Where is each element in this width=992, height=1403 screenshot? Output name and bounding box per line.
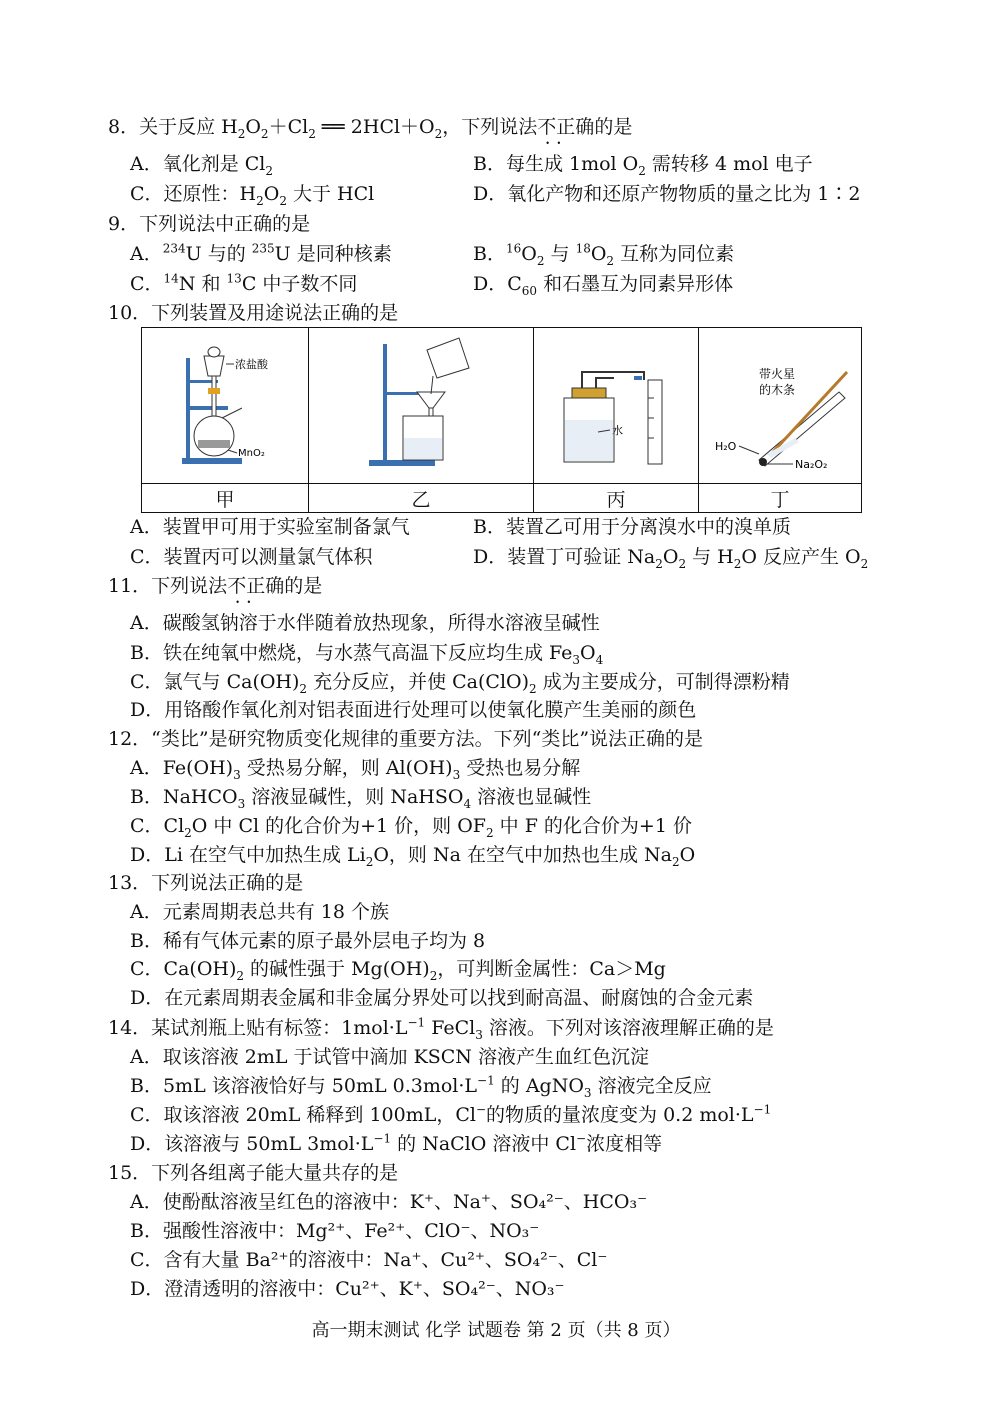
label-h2o: H₂O <box>715 440 737 453</box>
q10-option-d: D．装置丁可验证 $Na_2O_2$ 与 $H_2O$ 反应产生 $O_2$ <box>473 546 869 571</box>
label-mno2: MnO₂ <box>238 448 265 459</box>
chlorine-generator-figure <box>142 328 308 478</box>
q8-stem: 8．关于反应 $H_2O_2+Cl_2$ ══ $2HCl+O_2$，下列说法不正确 • •的是 <box>108 116 632 138</box>
q11-option-d: D．用铬酸作氧化剂对铝表面进行处理可以使氧化膜产生美丽的颜色 <box>130 699 697 721</box>
q11-option-a: A．碳酸氢钠溶于水伴随着放热现象，所得水溶液呈碱性 <box>130 612 600 634</box>
q14-stem: 14．某试剂瓶上贴有标签：$1mol\cdot L^{-1}$ FeCl$_3$ 溶液。下列对该溶液理解正确的是 <box>108 1015 774 1042</box>
q13-option-a: A．元素周期表总共有 18 个族 <box>130 901 389 923</box>
q11-option-b: B．铁在纯氧中燃烧，与水蒸气高温下反应均生成 $Fe_3O_4$ <box>130 642 604 667</box>
q8-option-c: C．还原性：$H_2O_2$ 大于 HCl <box>130 183 375 208</box>
caption-jia: 甲 <box>142 484 309 513</box>
label-splint-1: 带火星 <box>759 367 796 381</box>
q15-option-c: C．含有大量 Ba²⁺的溶液中：Na⁺、Cu²⁺、SO₄²⁻、Cl⁻ <box>130 1249 608 1271</box>
label-splint-2: 的木条 <box>759 383 796 397</box>
q8-option-b: B．每生成 1mol $O_2$ 需转移 4 mol 电子 <box>473 153 813 178</box>
q12-stem: 12．“类比”是研究物质变化规律的重要方法。下列“类比”说法正确的是 <box>108 728 704 750</box>
q10-stem: 10．下列装置及用途说法正确的是 <box>108 302 399 324</box>
apparatus-bing <box>534 328 699 484</box>
q14-option-c: C．取该溶液 20mL 稀释到 100mL，Cl−的物质的量浓度变为 0.2 $mol\cdot L^{-1}$ <box>130 1102 772 1126</box>
q14-option-a: A．取该溶液 2mL 于试管中滴加 KSCN 溶液产生血红色沉淀 <box>130 1046 649 1068</box>
page-footer: 高一期末测试 化学 试题卷 第 2 页（共 8 页） <box>311 1320 681 1341</box>
q11-option-c: C．氯气与 $Ca(OH)_2$ 充分反应，并使 $Ca(ClO)_2$ 成为主要成分，可制得漂粉精 <box>130 671 790 696</box>
caption-bing: 丙 <box>534 484 699 513</box>
caption-ding: 丁 <box>699 484 862 513</box>
apparatus-ding <box>699 328 862 484</box>
q9-option-a: A．$^{234}$U 与的 $^{235}$U 是同种核素 <box>130 241 392 265</box>
q8-option-d: D．氧化产物和还原产物物质的量之比为 1∶2 <box>473 183 861 205</box>
q10-option-b: B．装置乙可用于分离溴水中的溴单质 <box>473 516 791 538</box>
oxygen-test-figure <box>699 328 861 478</box>
apparatus-yi <box>309 328 534 484</box>
q12-option-a: A．$Fe(OH)_3$ 受热易分解，则 $Al(OH)_3$ 受热也易分解 <box>130 757 581 782</box>
caption-yi: 乙 <box>309 484 534 513</box>
q12-option-b: B．NaHCO$_3$ 溶液显碱性，则 NaHSO$_4$ 溶液也显碱性 <box>130 786 592 811</box>
q15-option-a: A．使酚酞溶液呈红色的溶液中：K⁺、Na⁺、SO₄²⁻、HCO₃⁻ <box>130 1191 648 1213</box>
q10-option-c: C．装置丙可以测量氯气体积 <box>130 546 373 568</box>
q9-option-b: B．$^{16}O_2$ 与 $^{18}O_2$ 互称为同位素 <box>473 241 735 268</box>
apparatus-jia <box>142 328 309 484</box>
q9-option-c: C．$^{14}$N 和 $^{13}$C 中子数不同 <box>130 271 358 295</box>
q14-option-d: D．该溶液与 50mL $3mol\cdot L^{-1}$ 的 NaClO 溶液中 Cl−浓度相等 <box>130 1131 663 1155</box>
q15-option-b: B．强酸性溶液中：Mg²⁺、Fe²⁺、ClO⁻、NO₃⁻ <box>130 1220 540 1242</box>
label-water: 水 <box>612 424 623 437</box>
q13-stem: 13．下列说法正确的是 <box>108 872 304 894</box>
label-hcl: 浓盐酸 <box>235 358 268 371</box>
q14-option-b: B．5mL 该溶液恰好与 50mL $0.3mol\cdot L^{-1}$ 的 AgNO$_3$ 溶液完全反应 <box>130 1073 712 1100</box>
q15-option-d: D．澄清透明的溶液中：Cu²⁺、K⁺、SO₄²⁻、NO₃⁻ <box>130 1278 565 1300</box>
q13-option-d: D．在元素周期表金属和非金属分界处可以找到耐高温、耐腐蚀的合金元素 <box>130 987 754 1009</box>
label-na2o2: Na₂O₂ <box>795 458 828 471</box>
apparatus-table <box>141 327 862 513</box>
q12-option-c: C．$Cl_2O$ 中 Cl 的化合价为+1 价，则 $OF_2$ 中 F 的化合价为+1 价 <box>130 815 692 840</box>
q11-stem: 11．下列说法不正确 • •的是 <box>108 575 322 597</box>
q9-option-d: D．$C_{60}$ 和石墨互为同素异形体 <box>473 273 734 298</box>
q15-stem: 15．下列各组离子能大量共存的是 <box>108 1162 399 1184</box>
gas-volume-figure <box>534 328 698 478</box>
q9-stem: 9．下列说法中正确的是 <box>108 213 311 235</box>
q13-option-b: B．稀有气体元素的原子最外层电子均为 8 <box>130 930 486 952</box>
q13-option-c: C．$Ca(OH)_2$ 的碱性强于 $Mg(OH)_2$，可判断金属性：Ca＞Mg <box>130 958 666 983</box>
q10-option-a: A．装置甲可用于实验室制备氯气 <box>130 516 410 538</box>
filtration-figure <box>309 328 533 478</box>
q12-option-d: D．Li 在空气中加热生成 $Li_2O$，则 Na 在空气中加热也生成 $Na_2O$ <box>130 844 696 869</box>
q8-option-a: A．氧化剂是 $Cl_2$ <box>130 153 274 178</box>
